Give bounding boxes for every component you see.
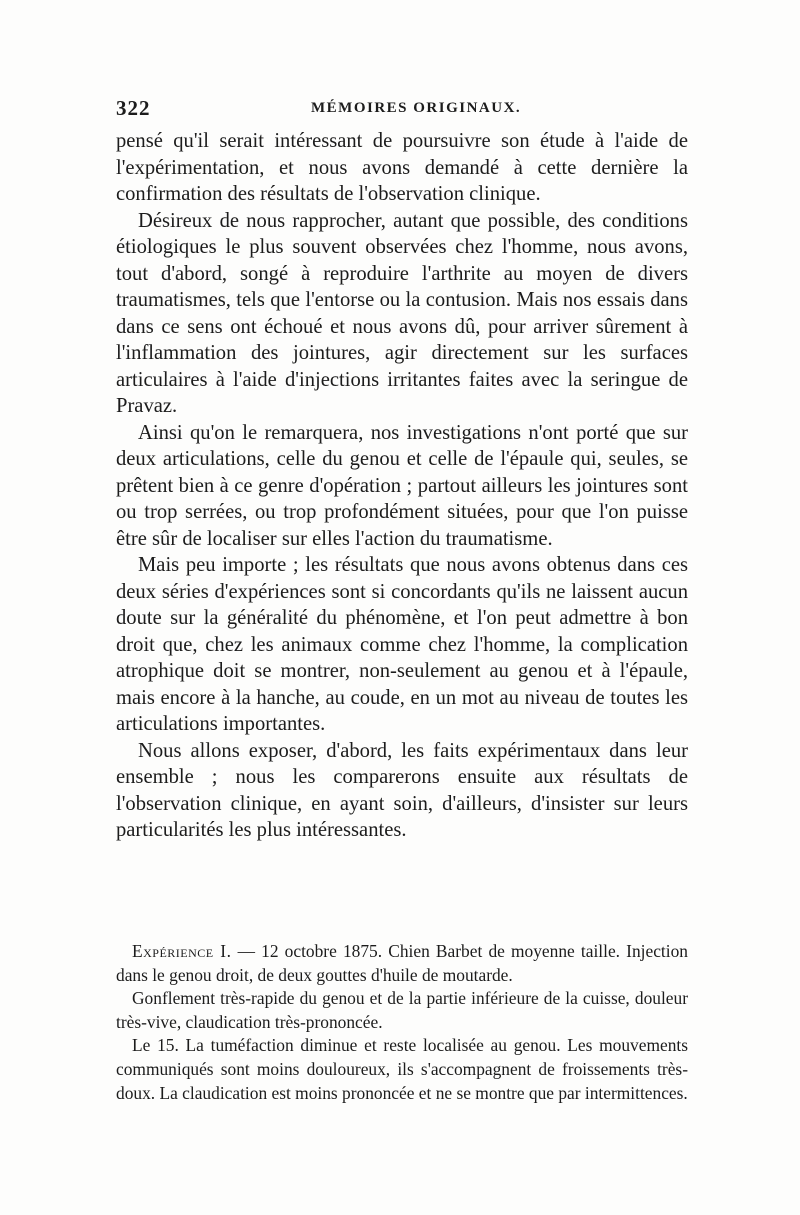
page-header <box>116 96 686 126</box>
running-head: MÉMOIRES ORIGINAUX. <box>311 100 522 116</box>
experiment-text: — 12 octobre 1875. Chien Barbet de moyenne taille. Injection dans le genou droit, de deux gouttes d'huile de moutarde. <box>116 941 688 985</box>
paragraph-5: Nous allons exposer, d'abord, les faits expérimentaux dans leur ensemble ; nous les comparerons ensuite aux résultats de l'observation clinique, en ayant soin, d'ailleurs, d'insister sur leurs particularités les plus intéressantes. <box>116 739 688 841</box>
paragraph-3: Ainsi qu'on le remarquera, nos investigations n'ont porté que sur deux articulations, celle du genou et celle de l'épaule qui, seules, se prêtent bien à ce genre d'opération ; partout ailleurs les jointures sont ou trop serrées, ou trop profondément situées, pour que l'on puisse être sûr de localiser sur elles l'action du traumatisme. <box>116 421 688 550</box>
paragraph-2: Désireux de nous rapprocher, autant que possible, des conditions étiologiques le plus souvent observées chez l'homme, nous avons, tout d'abord, songé à reproduire l'arthrite au moyen de divers traumatismes, tels que l'entorse ou la contusion. Mais nos essais dans dans ce sens ont échoué et nous avons dû, pour arriver sûrement à l'inflammation des jointures, agir directement sur les surfaces articulaires à l'aide d'injections irritantes faites avec la seringue de Pravaz. <box>116 209 688 417</box>
paragraph-4: Mais peu importe ; les résultats que nous avons obtenus dans ces deux séries d'expériences sont si concordants qu'ils ne laissent aucun doute sur la généralité du phénomène, et l'on peut admettre à bon droit que, chez les animaux comme chez l'homme, la complication atrophique doit se montrer, non-seulement au genou et à l'épaule, mais encore à la hanche, au coude, en un mot au niveau de toutes les articulations importantes. <box>116 554 688 735</box>
main-text <box>116 128 688 844</box>
paragraph-1: pensé qu'il serait intéressant de poursuivre son étude à l'aide de l'expérimentation, et nous avons demandé à cette dernière la confirmation des résultats de l'observation clinique. <box>116 130 688 205</box>
experiment-paragraph-1 <box>116 940 688 987</box>
experiment-paragraph-3: Le 15. La tuméfaction diminue et reste localisée au genou. Les mouvements communiqués sont moins douloureux, ils s'accompagnent de froissements très-doux. La claudication est moins prononcée et ne se montre que par intermittences. <box>116 1035 688 1103</box>
experiment-paragraph-2: Gonflement très-rapide du genou et de la partie inférieure de la cuisse, douleur très-vive, claudication très-prononcée. <box>116 988 688 1032</box>
experiment-notes <box>116 940 688 1105</box>
experiment-label: Expérience I. <box>132 941 232 961</box>
page-number: 322 <box>116 96 151 120</box>
